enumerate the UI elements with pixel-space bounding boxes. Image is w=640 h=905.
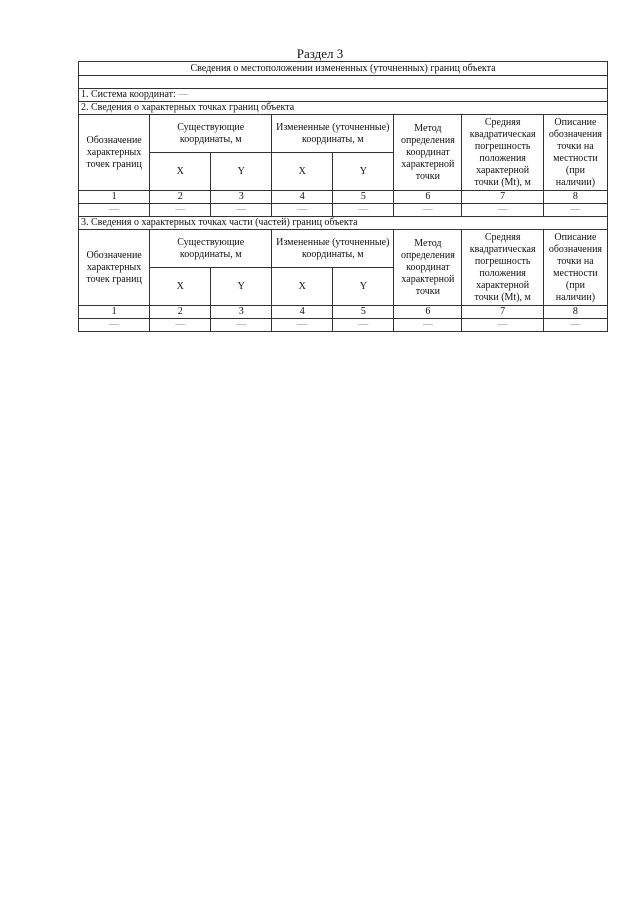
table1-num: 3 — [211, 191, 272, 204]
table2-cell: — — [333, 319, 394, 332]
table1-num: 6 — [394, 191, 462, 204]
table2-number-row — [79, 306, 608, 319]
table1-col-description: Описание обозначения точки на местности (при наличии) — [543, 115, 607, 191]
table2-cell: — — [462, 319, 543, 332]
table2-cell: — — [543, 319, 607, 332]
table2-changed-y: Y — [333, 268, 394, 306]
table1-num: 7 — [462, 191, 543, 204]
table2-num: 3 — [211, 306, 272, 319]
table1-num: 1 — [79, 191, 150, 204]
table1-num: 8 — [543, 191, 607, 204]
table2-num: 8 — [543, 306, 607, 319]
section-heading: Сведения о местоположении измененных (уточненных) границ объекта — [79, 62, 608, 76]
boundary-form-table — [78, 61, 608, 332]
table1-title: 2. Сведения о характерных точках границ объекта — [79, 102, 608, 115]
table1-existing-x: X — [150, 153, 211, 191]
table2-cell: — — [211, 319, 272, 332]
table1-cell: — — [333, 204, 394, 217]
table1-cell: — — [394, 204, 462, 217]
table2-cell: — — [272, 319, 333, 332]
table1-col-accuracy: Средняя квадратическая погрешность положения характерной точки (Mt), м — [462, 115, 543, 191]
table1-changed-x: X — [272, 153, 333, 191]
table2-title: 3. Сведения о характерных точках части (частей) границ объекта — [79, 217, 608, 230]
table1-num: 2 — [150, 191, 211, 204]
table1-changed-y: Y — [333, 153, 394, 191]
table2-changed-x: X — [272, 268, 333, 306]
table2-num: 2 — [150, 306, 211, 319]
table2-col-existing: Существующие координаты, м — [150, 230, 272, 268]
table1-col-designation: Обозначение характерных точек границ — [79, 115, 150, 191]
table2-col-method: Метод определения координат характерной точки — [394, 230, 462, 306]
table1-cell: — — [79, 204, 150, 217]
coord-system-value: — — [178, 89, 189, 100]
table1-col-changed: Измененные (уточненные) координаты, м — [272, 115, 394, 153]
table1-cell: — — [272, 204, 333, 217]
table2-cell: — — [150, 319, 211, 332]
table1-cell: — — [543, 204, 607, 217]
table1-num: 4 — [272, 191, 333, 204]
table1-data-row — [79, 204, 608, 217]
table2-col-accuracy: Средняя квадратическая погрешность положения характерной точки (Mt), м — [462, 230, 543, 306]
table2-num: 1 — [79, 306, 150, 319]
table1-existing-y: Y — [211, 153, 272, 191]
table2-col-designation: Обозначение характерных точек границ — [79, 230, 150, 306]
table1-col-existing: Существующие координаты, м — [150, 115, 272, 153]
section-title: Раздел 3 — [296, 46, 344, 61]
table2-data-row — [79, 319, 608, 332]
spacer-row — [79, 76, 608, 89]
table2-num: 6 — [394, 306, 462, 319]
table1-cell: — — [211, 204, 272, 217]
table2-num: 5 — [333, 306, 394, 319]
table1-cell: — — [462, 204, 543, 217]
coord-system-row — [79, 89, 608, 102]
coord-system-label: 1. Система координат: — [81, 89, 176, 100]
table2-col-description: Описание обозначения точки на местности (при наличии) — [543, 230, 607, 306]
table1-number-row — [79, 191, 608, 204]
table1-cell: — — [150, 204, 211, 217]
table2-num: 4 — [272, 306, 333, 319]
table2-cell: — — [79, 319, 150, 332]
table2-num: 7 — [462, 306, 543, 319]
table1-col-method: Метод определения координат характерной точки — [394, 115, 462, 191]
table2-existing-x: X — [150, 268, 211, 306]
table2-cell: — — [394, 319, 462, 332]
table2-col-changed: Измененные (уточненные) координаты, м — [272, 230, 394, 268]
table1-num: 5 — [333, 191, 394, 204]
table2-existing-y: Y — [211, 268, 272, 306]
